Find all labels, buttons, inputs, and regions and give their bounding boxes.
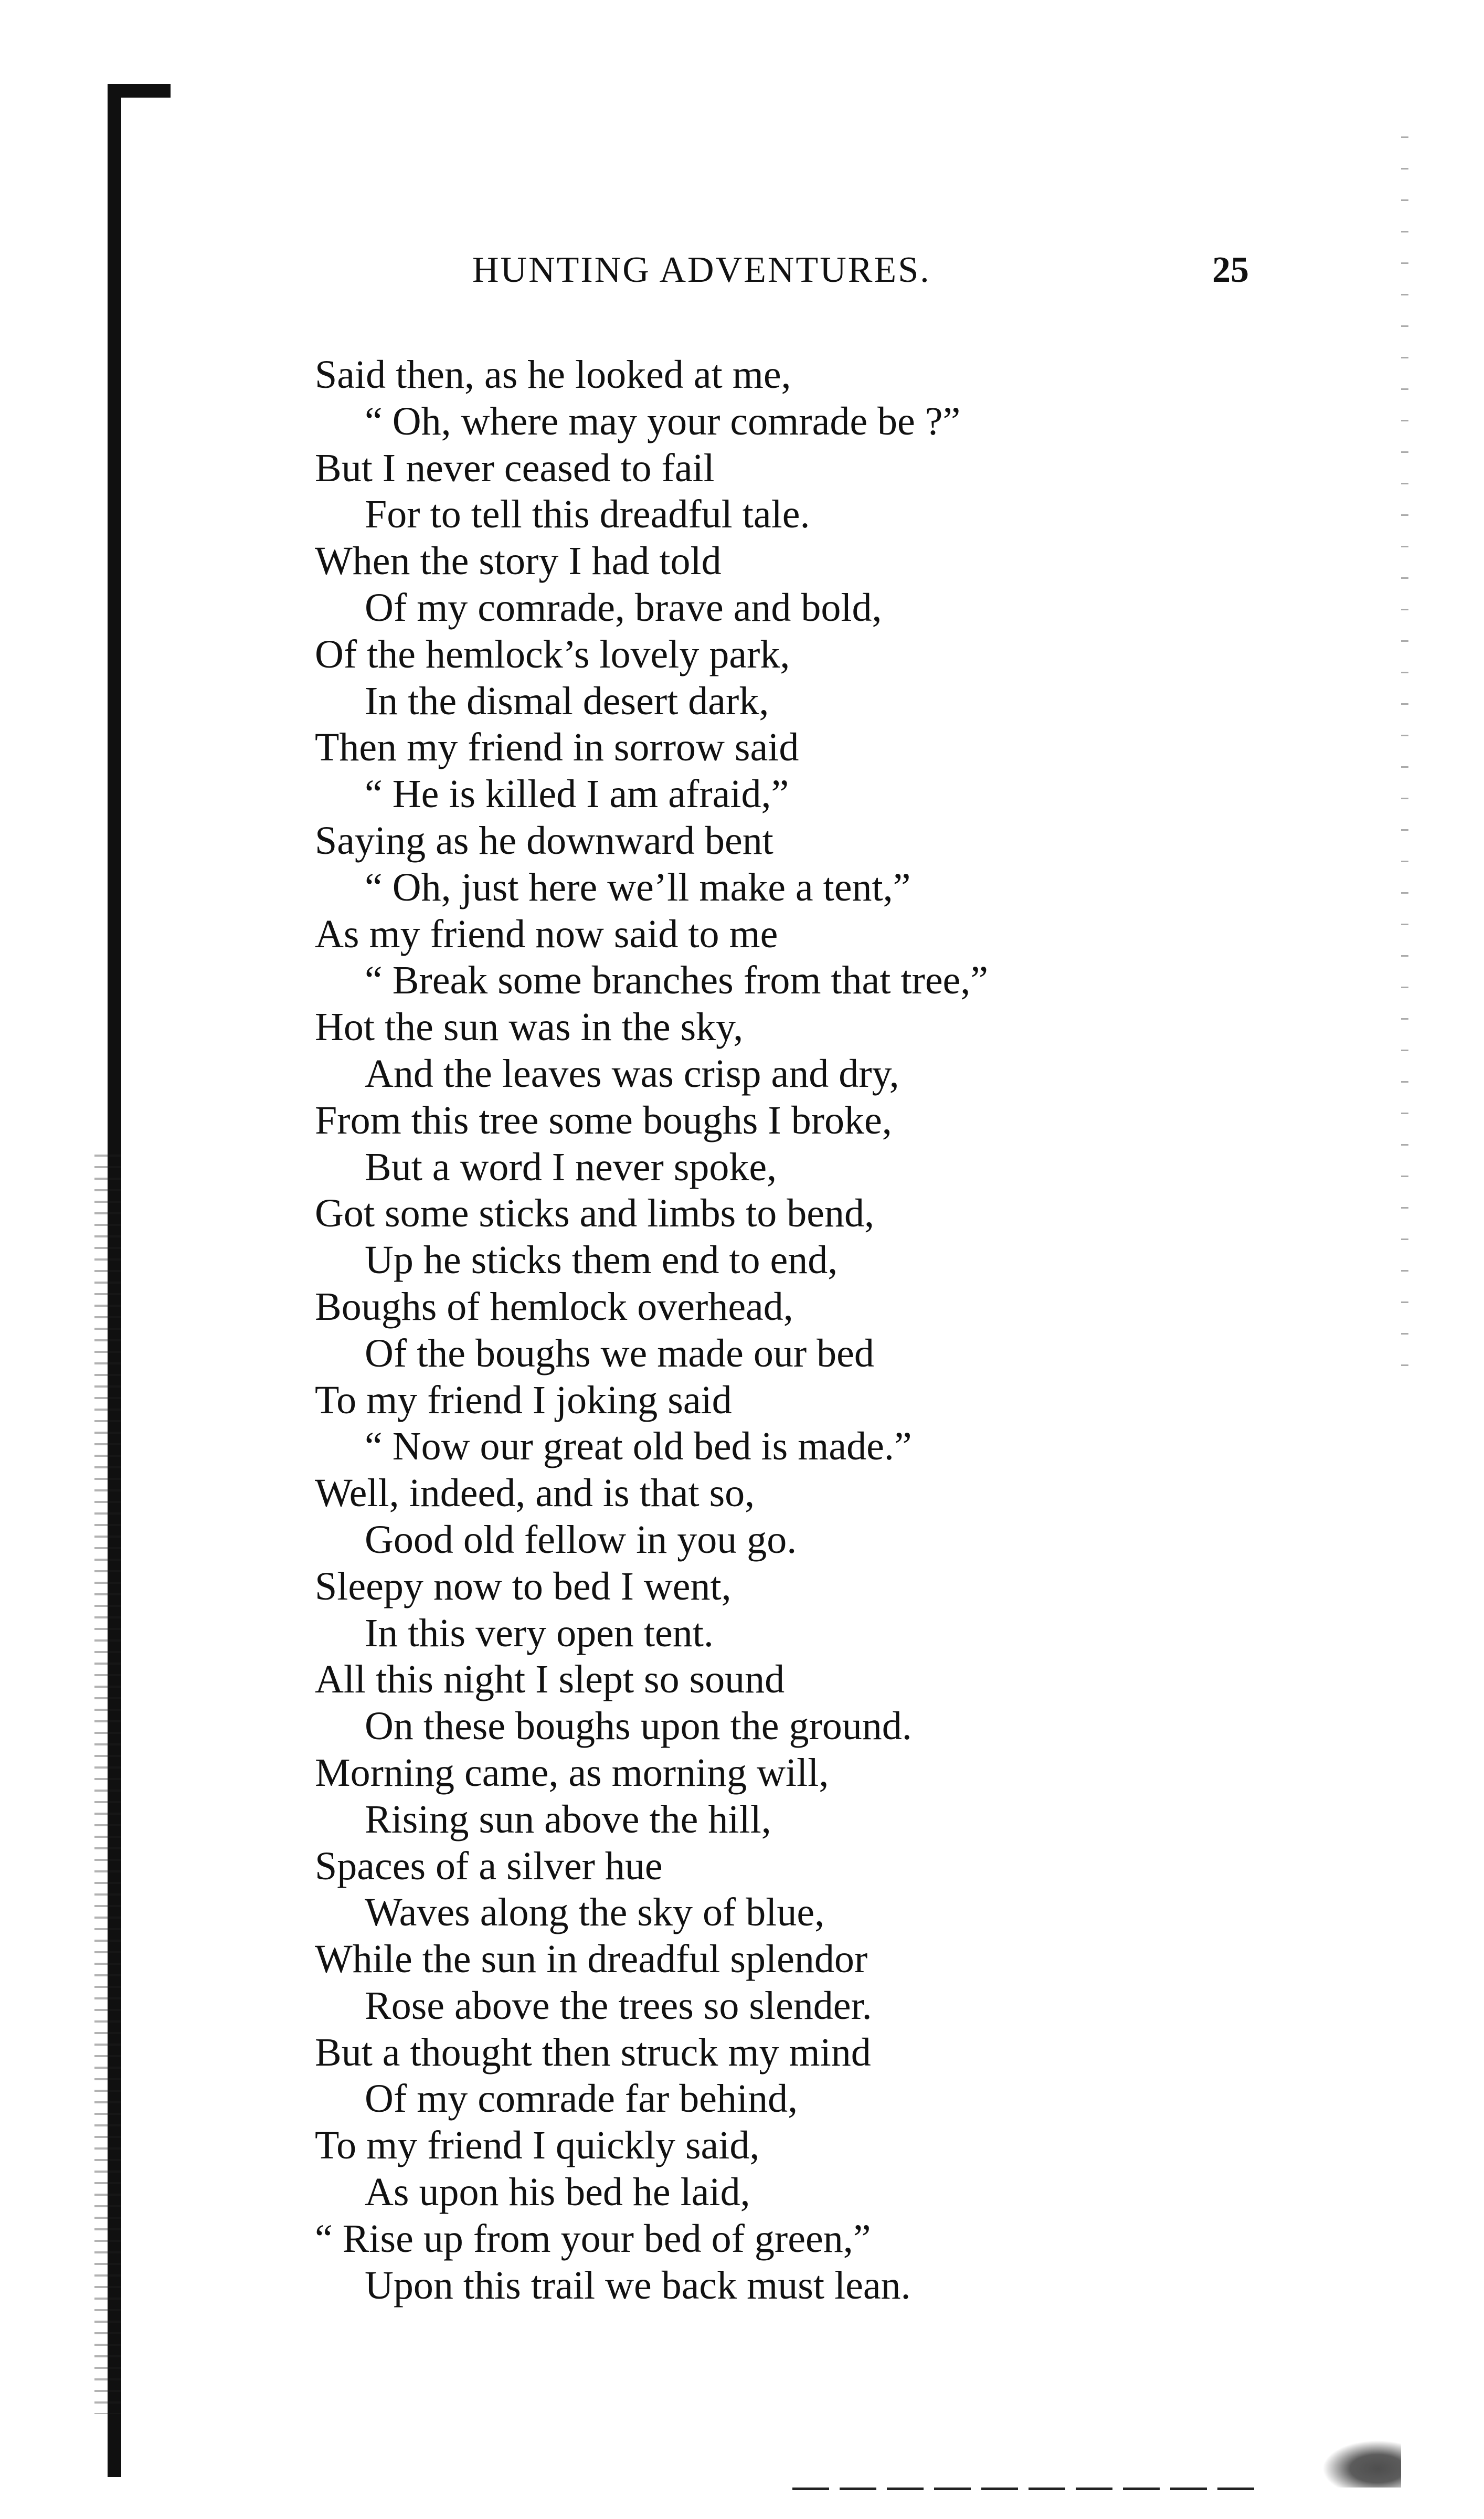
poem-line: Rising sun above the hill, (365, 1797, 771, 1841)
poem-line: From this tree some boughs I broke, (315, 1098, 892, 1142)
scan-smudge (1322, 2440, 1401, 2488)
poem-line: To my friend I joking said (315, 1378, 732, 1422)
poem-line: Of my comrade, brave and bold, (365, 585, 882, 630)
poem-line: “ Oh, where may your comrade be ?” (365, 399, 961, 443)
poem-line: While the sun in dreadful splendor (315, 1937, 868, 1982)
poem-line: But a thought then struck my mind (315, 2030, 871, 2075)
poem-line: On these boughs upon the ground. (365, 1704, 912, 1749)
poem-line: In this very open tent. (365, 1611, 714, 1655)
poem-line: But I never ceased to fail (315, 446, 715, 490)
poem-line: “ Rise up from your bed of green,” (315, 2216, 871, 2261)
poem-line: Of the hemlock’s lovely park, (315, 632, 790, 676)
poem-line: Well, indeed, and is that so, (315, 1471, 755, 1516)
poem-line: Got some sticks and limbs to bend, (315, 1191, 875, 1236)
poem-line: “ He is killed I am afraid,” (365, 772, 789, 817)
poem-line: Morning came, as morning will, (315, 1750, 829, 1795)
poem-line: For to tell this dreadful tale. (365, 492, 810, 537)
poem-line: As my friend now said to me (315, 912, 778, 956)
page-binding-corner (108, 84, 171, 98)
page-number: 25 (1212, 250, 1249, 290)
scan-speckle-right (1401, 136, 1408, 1396)
poem-line: All this night I slept so sound (315, 1657, 785, 1702)
poem-line: In the dismal desert dark, (365, 679, 769, 723)
poem-line: To my friend I quickly said, (315, 2123, 760, 2168)
running-head: HUNTING ADVENTURES. (472, 250, 931, 290)
bottom-dashed-rule (792, 2488, 1265, 2490)
poem-line: Upon this trail we back must lean. (365, 2263, 911, 2308)
poem-line: “ Oh, just here we’ll make a tent,” (365, 865, 911, 909)
poem-line: Good old fellow in you go. (365, 1517, 797, 1562)
poem-line: Sleepy now to bed I went, (315, 1564, 732, 1608)
poem-line: Of the boughs we made our bed (365, 1331, 874, 1375)
poem-line: Hot the sun was in the sky, (315, 1005, 744, 1050)
poem-line: But a word I never spoke, (365, 1145, 777, 1189)
poem-line: Then my friend in sorrow said (315, 725, 799, 770)
poem-line: Spaces of a silver hue (315, 1844, 663, 1888)
poem-line: Waves along the sky of blue, (365, 1890, 825, 1935)
poem-line: And the leaves was crisp and dry, (365, 1051, 899, 1096)
poem-text (315, 352, 1312, 2309)
poem-line: Saying as he downward bent (315, 818, 773, 863)
poem-line: “ Break some branches from that tree,” (365, 958, 989, 1003)
poem-line: Of my comrade far behind, (365, 2077, 798, 2121)
poem-line: Said then, as he looked at me, (315, 353, 791, 397)
poem-line: Rose above the trees so slender. (365, 1983, 872, 2028)
scan-speckle-left (94, 1155, 121, 2414)
poem-line: As upon his bed he laid, (365, 2170, 750, 2215)
poem-line: Boughs of hemlock overhead, (315, 1284, 793, 1329)
poem-line: When the story I had told (315, 539, 722, 584)
poem-line: “ Now our great old bed is made.” (365, 1424, 912, 1469)
poem-line: Up he sticks them end to end, (365, 1238, 838, 1283)
